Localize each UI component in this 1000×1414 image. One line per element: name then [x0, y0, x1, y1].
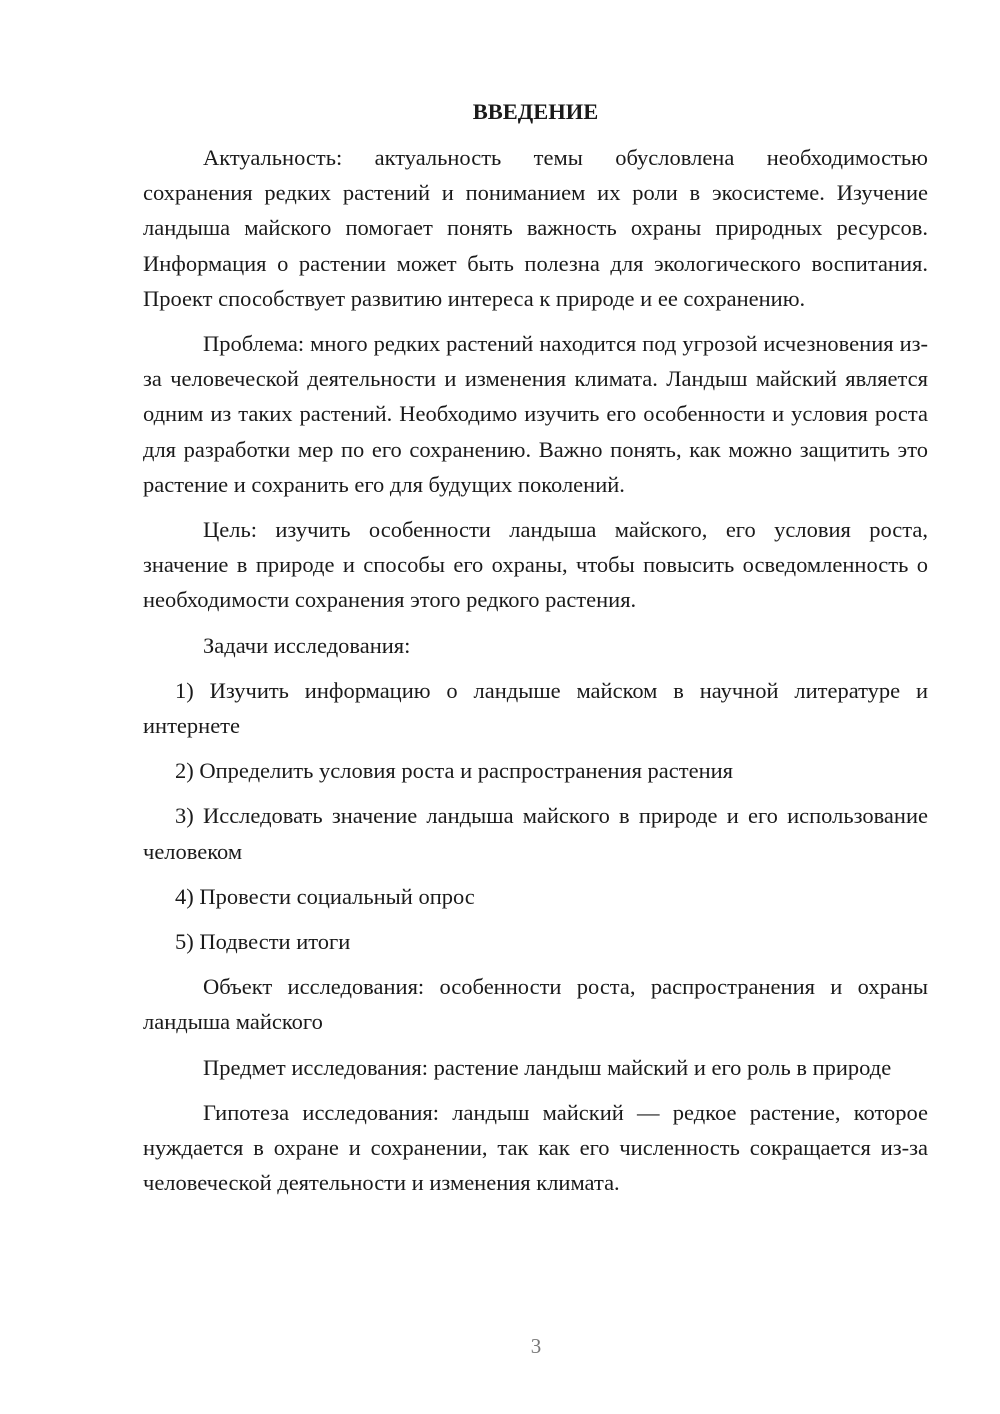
page-content	[143, 94, 928, 1210]
tasks-heading: Задачи исследования:	[203, 632, 411, 658]
task-item-1: 1) Изучить информацию о ландыше майском в научной литературе и интернете	[143, 677, 928, 739]
hypothesis-paragraph: Гипотеза исследования: ландыш майский — редкое растение, которое нуждается в охране и сохранении, так как его численность сокращается из-за человеческой деятельности и изменения климата.	[143, 1099, 928, 1196]
task-item-5: 5) Подвести итоги	[175, 929, 351, 955]
task-item-2: 2) Определить условия роста и распространения растения	[175, 758, 734, 784]
page-number: 3	[530, 1334, 542, 1358]
goal-paragraph: Цель: изучить особенности ландыша майского, его условия роста, значение в природе и способы его охраны, чтобы повысить осведомленность о необходимости сохранения этого редкого растения.	[143, 517, 928, 613]
object-paragraph: Объект исследования: особенности роста, распространения и охраны ландыша майского	[143, 974, 928, 1035]
task-item-4: 4) Провести социальный опрос	[175, 883, 475, 909]
subject-paragraph: Предмет исследования: растение ландыш майский и его роль в природе	[203, 1054, 892, 1080]
problem-paragraph: Проблема: много редких растений находится под угрозой исчезновения из-за человеческой деятельности и изменения климата. Ландыш майский является одним из таких растений. Необходимо изучить его особенности и условия роста для разработки мер по его сохранению. Важно понять, как можно защитить это растение и сохранить его для будущих поколений.	[143, 331, 928, 497]
task-item-3: 3) Исследовать значение ландыша майского в природе и его использование человеком	[143, 803, 928, 864]
section-title: ВВЕДЕНИЕ	[472, 99, 599, 124]
relevance-paragraph: Актуальность: актуальность темы обусловлена необходимостью сохранения редких растений и пониманием их роли в экосистеме. Изучение ландыша майского помогает понять важность охраны природных ресурсов. Информация о растении может быть полезна для экологического воспитания. Проект способствует развитию интереса к природе и ее сохранению.	[143, 145, 928, 311]
